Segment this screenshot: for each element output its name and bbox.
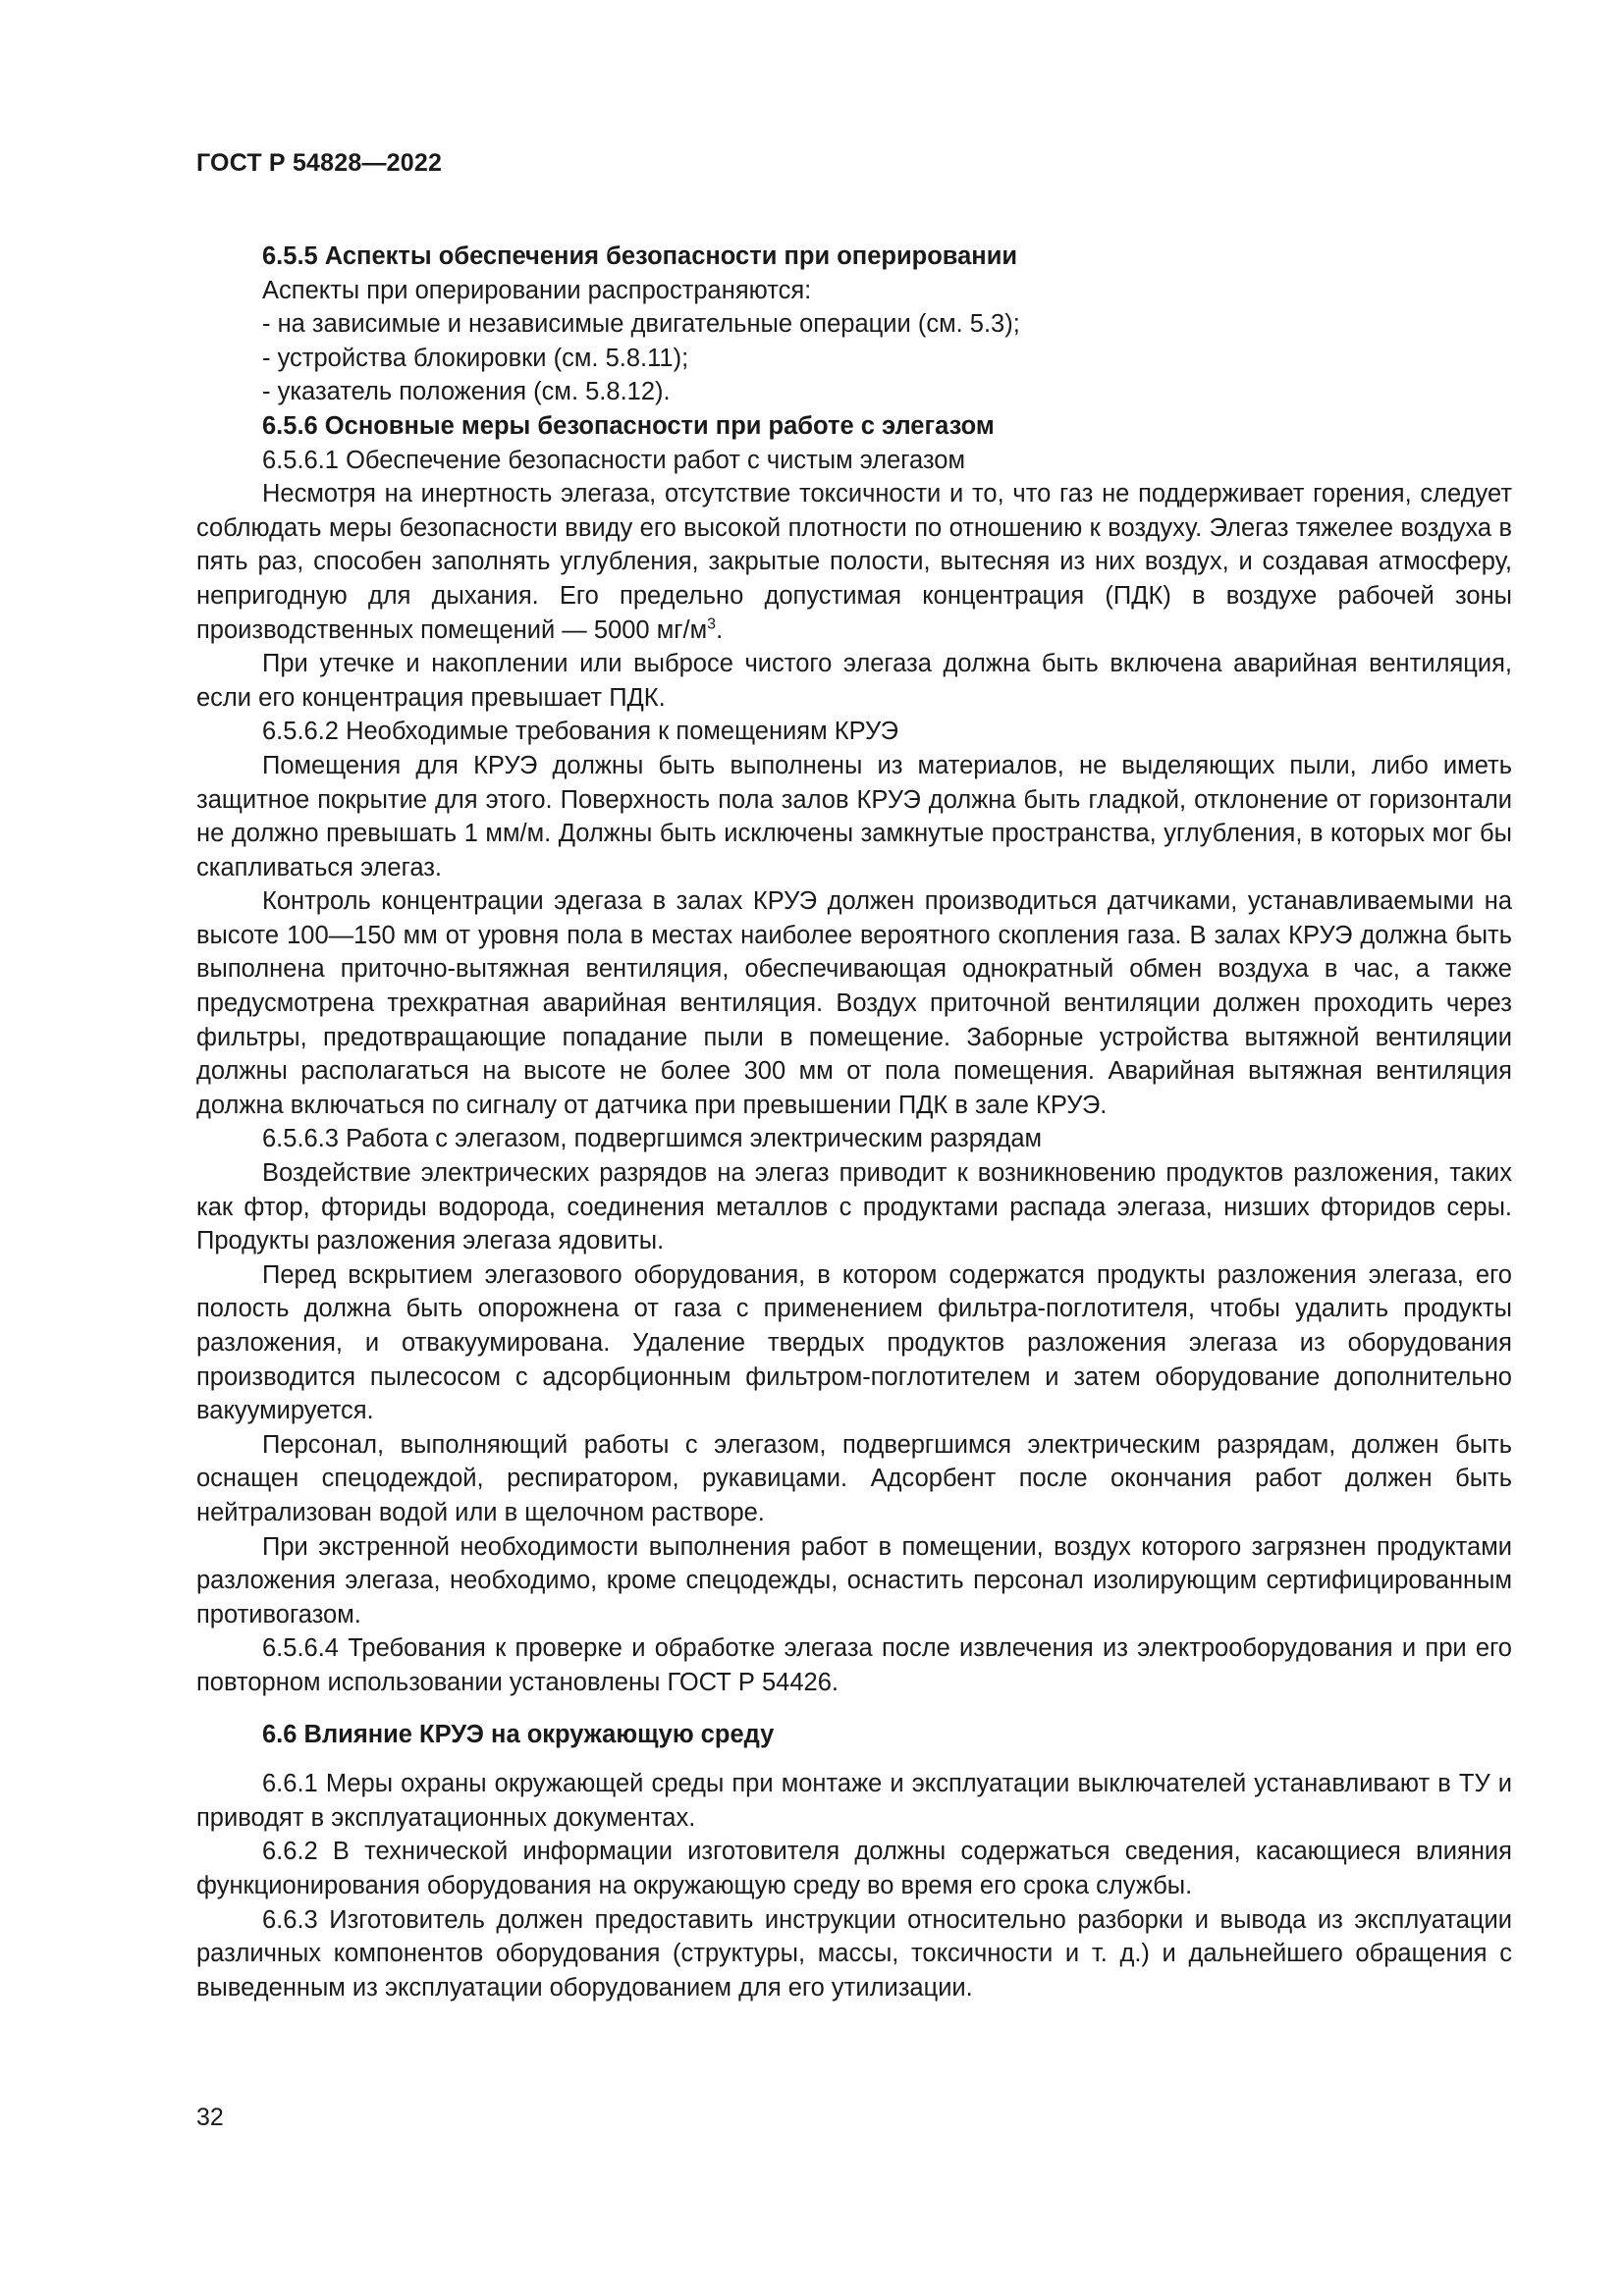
list-item: - указатель положения (см. 5.8.12). [262, 378, 671, 406]
superscript: 3 [707, 615, 717, 633]
document-code-header: ГОСТ Р 54828—2022 [196, 149, 443, 177]
document-body [196, 240, 1512, 2004]
paragraph: Воздействие электрических разрядов на элегаз приводит к возникновению продуктов разложения, таких как фтор, фториды водорода, соединения металлов с продуктами распада элегаза, низших фторидов серы. Продукты разложения элегаза ядовиты. [196, 1159, 1512, 1255]
paragraph-6-6-2: 6.6.2 В технической информации изготовителя должны содержаться сведения, касающиеся влияния функционирования оборудования на окружающую среду во время его срока службы. [196, 1838, 1512, 1899]
subheading-6-5-6-1: 6.5.6.1 Обеспечение безопасности работ с чистым элегазом [262, 446, 966, 474]
heading-6-6: 6.6 Влияние КРУЭ на окружающую среду [262, 1720, 775, 1748]
paragraph-text: Несмотря на инертность элегаза, отсутствие токсичности и то, что газ не поддерживает горения, следует соблюдать меры безопасности ввиду его высокой плотности по отношению к воздуху. Элегаз тяжелее воздуха в пять раз, способен заполнять углубления, закрытые полости, вытесняя из них воздух, и создавая атмосферу, непригодную для дыхания. Его предельно допустимая концентрация (ПДК) в воздухе рабочей зоны производственных помещений — 5000 мг/м [196, 480, 1512, 644]
paragraph: При утечке и накоплении или выбросе чистого элегаза должна быть включена аварийная вентиляция, если его концентрация превышает ПДК. [196, 650, 1512, 712]
paragraph: Контроль концентрации эдегаза в залах КРУЭ должен производиться датчиками, устанавливаемыми на высоте 100—150 мм от уровня пола в местах наиболее вероятного скопления газа. В залах КРУЭ должна быть выполнена приточно-вытяжная вентиляция, обеспечивающая однократный обмен воздуха в час, а также предусмотрена трехкратная аварийная вентиляция. Воздух приточной вентиляции должен проходить через фильтры, предотвращающие попадание пыли в помещение. Заборные устройства вытяжной вентиляции должны располагаться на высоте не более 300 мм от пола помещения. Аварийная вытяжная вентиляция должна включаться по сигналу от датчика при превышении ПДК в зале КРУЭ. [196, 887, 1512, 1119]
paragraph-intro: Аспекты при оперировании распространяются: [262, 276, 812, 304]
heading-6-5-6: 6.5.6 Основные меры безопасности при работе с элегазом [262, 411, 995, 440]
paragraph-end: . [716, 615, 724, 644]
list-item: - устройства блокировки (см. 5.8.11); [262, 344, 689, 372]
paragraph-6-6-3: 6.6.3 Изготовитель должен предоставить инструкции относительно разборки и вывода из эксплуатации различных компонентов оборудования (структуры, массы, токсичности и т. д.) и дальнейшего обращения с выведенным из эксплуатации оборудованием для его утилизации. [196, 1905, 1512, 2002]
subheading-6-5-6-2: 6.5.6.2 Необходимые требования к помещениям КРУЭ [262, 718, 898, 746]
list-item: - на зависимые и независимые двигательные операции (см. 5.3); [262, 310, 1020, 339]
paragraph: Перед вскрытием элегазового оборудования, в котором содержатся продукты разложения элегаза, его полость должна быть опорожнена от газа с применением фильтра-поглотителя, чтобы удалить продукты разложения, и отвакуумирована. Удаление твердых продуктов разложения элегаза из оборудования производится пылесосом с адсорбционным фильтром-поглотителем и затем оборудование дополнительно вакуумируется. [196, 1260, 1512, 1425]
paragraph: Помещения для КРУЭ должны быть выполнены из материалов, не выделяющих пыли, либо иметь защитное покрытие для этого. Поверхность пола залов КРУЭ должна быть гладкой, отклонение от горизонтали не должно превышать 1 мм/м. Должны быть исключены замкнутые пространства, углубления, в которых мог бы скапливаться элегаз. [196, 751, 1512, 881]
heading-6-5-5: 6.5.5 Аспекты обеспечения безопасности при оперировании [262, 242, 1018, 270]
paragraph-6-5-6-4: 6.5.6.4 Требования к проверке и обработке элегаза после извлечения из электрооборудования и при его повторном использовании установлены ГОСТ Р 54426. [196, 1634, 1512, 1696]
paragraph: Персонал, выполняющий работы с элегазом, подвергшимся электрическим разрядам, должен быть оснащен спецодеждой, респиратором, рукавицами. Адсорбент после окончания работ должен быть нейтрализован водой или в щелочном растворе. [196, 1430, 1512, 1526]
page-number: 32 [196, 2104, 224, 2131]
document-page [196, 147, 1512, 2004]
paragraph-6-6-1: 6.6.1 Меры охраны окружающей среды при монтаже и эксплуатации выключателей устанавливают в ТУ и приводят в эксплуатационных документах. [196, 1770, 1512, 1832]
paragraph [196, 477, 1512, 647]
subheading-6-5-6-3: 6.5.6.3 Работа с элегазом, подвергшимся электрическим разрядам [262, 1125, 1043, 1153]
paragraph: При экстренной необходимости выполнения работ в помещении, воздух которого загрязнен продуктами разложения элегаза, необходимо, кроме спецодежды, оснастить персонал изолирующим сертифицированным противогазом. [196, 1532, 1512, 1629]
